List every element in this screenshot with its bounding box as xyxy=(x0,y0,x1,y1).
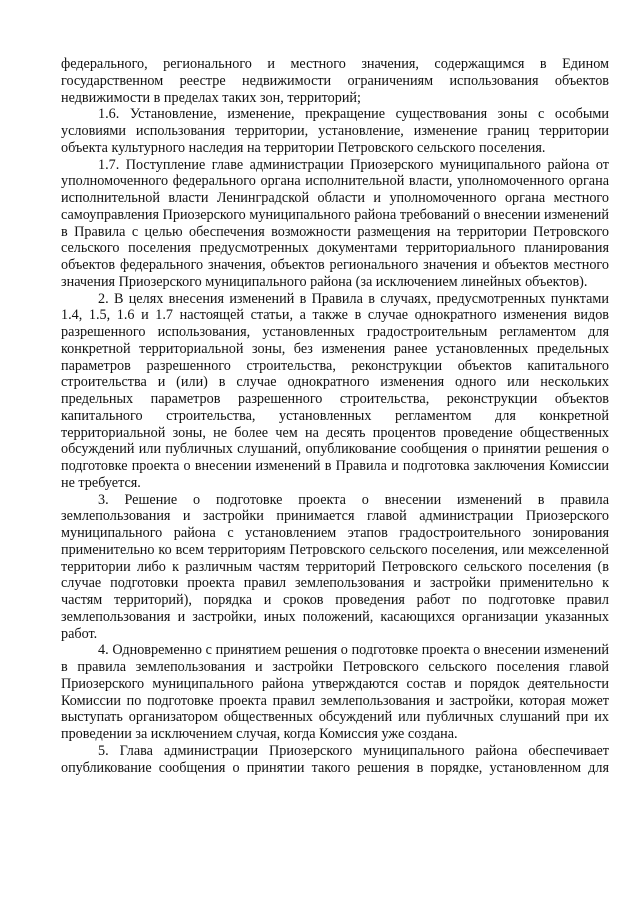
paragraph-continuation: федерального, регионального и местного значения, содержащимся в Едином государственном реестре недвижимости ограничениям использования объектов недвижимости в пределах таких зон, территорий; xyxy=(61,56,609,106)
paragraph-3: 3. Решение о подготовке проекта о внесении изменений в правила землепользования и застройки принимается главой администрации Приозерского муниципального района с установлением этапов градостроительного зонирования применительно ко всем территориям Петровского сельского поселения, или межселенной территории либо к различным частям территорий Петровского сельского поселения (в случае подготовки проекта правил землепользования и застройки применительно к частям территорий), порядка и сроков проведения работ по подготовке правил землепользования и застройки, иных положений, касающихся организации указанных работ. xyxy=(61,491,609,642)
paragraph-4: 4. Одновременно с принятием решения о подготовке проекта о внесении изменений в правила землепользования и застройки Петровского сельского поселения главой Приозерского муниципального района утверждаются состав и порядок деятельности Комиссии по подготовке проекта правил землепользования и застройки, которая может выступать организатором общественных обсуждений или публичных слушаний при их проведении за исключением случая, когда Комиссия уже создана. xyxy=(61,642,609,742)
paragraph-1-7: 1.7. Поступление главе администрации Приозерского муниципального района от уполномоченного федерального органа исполнительной власти, уполномоченного органа исполнительной власти Ленинградской области и уполномоченного органа местного самоуправления Приозерского муниципального района требований о внесении изменений в Правила с целью обеспечения возможности размещения на территории Петровского сельского поселения предусмотренных документами территориального планирования объектов федерального значения, объектов регионального значения и объектов местного значения Приозерского муниципального района (за исключением линейных объектов). xyxy=(61,156,609,290)
paragraph-5: 5. Глава администрации Приозерского муниципального района обеспечивает опубликование сообщения о принятии такого решения в порядке, установленном для xyxy=(61,742,609,776)
paragraph-1-6: 1.6. Установление, изменение, прекращение существования зоны с особыми условиями использования территории, установление, изменение границ территории объекта культурного наследия на территории Петровского сельского поселения. xyxy=(61,106,609,156)
paragraph-2: 2. В целях внесения изменений в Правила в случаях, предусмотренных пунктами 1.4, 1.5, 1.6 и 1.7 настоящей статьи, а также в случае однократного изменения видов разрешенного использования, установленных градостроительным регламентом для конкретной территориальной зоны, без изменения ранее установленных предельных параметров разрешенного строительства, реконструкции объектов капитального строительства и (или) в случае однократного изменения одного или нескольких предельных параметров разрешенного строительства, реконструкции объектов капитального строительства, установленных регламентом для конкретной территориальной зоны, не более чем на десять процентов проведение общественных обсуждений или публичных слушаний, опубликование сообщения о принятии решения о подготовке проекта о внесении изменений в Правила и подготовка заключения Комиссии не требуется. xyxy=(61,290,609,491)
